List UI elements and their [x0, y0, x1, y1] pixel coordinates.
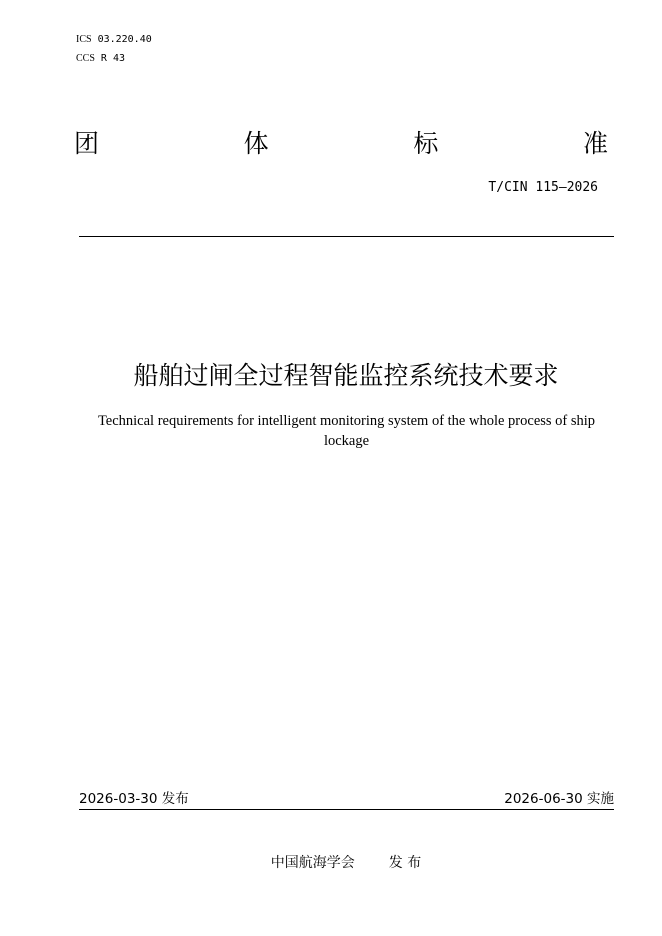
- standard-type-char: 团: [74, 129, 100, 158]
- standard-type-char: 标: [413, 129, 439, 158]
- standard-number: T/CIN 115—2026: [488, 180, 598, 195]
- standard-type-char: 准: [582, 129, 608, 158]
- publish-action: 发 布: [388, 855, 422, 871]
- standard-type-heading: [74, 128, 608, 160]
- ics-code: 03.220.40: [97, 34, 152, 45]
- publisher-line: [0, 854, 662, 872]
- publisher-name: 中国航海学会: [270, 855, 355, 871]
- ics-label: ICS: [76, 34, 92, 45]
- ccs-code: R 43: [100, 53, 125, 64]
- title-chinese: 船舶过闸全过程智能监控系统技术要求: [133, 361, 559, 390]
- ics-line: [76, 34, 152, 46]
- ccs-line: [76, 53, 125, 65]
- title-english: Technical requirements for intelligent monitoring system of the whole process of ship lockage: [97, 413, 596, 449]
- header-divider: [79, 236, 614, 237]
- implementation-date: 2026-06-30 实施: [504, 791, 614, 807]
- ccs-label: CCS: [76, 53, 95, 64]
- standard-type-char: 体: [243, 129, 269, 158]
- issue-date: 2026-03-30 发布: [79, 791, 189, 807]
- footer-divider: [79, 809, 614, 810]
